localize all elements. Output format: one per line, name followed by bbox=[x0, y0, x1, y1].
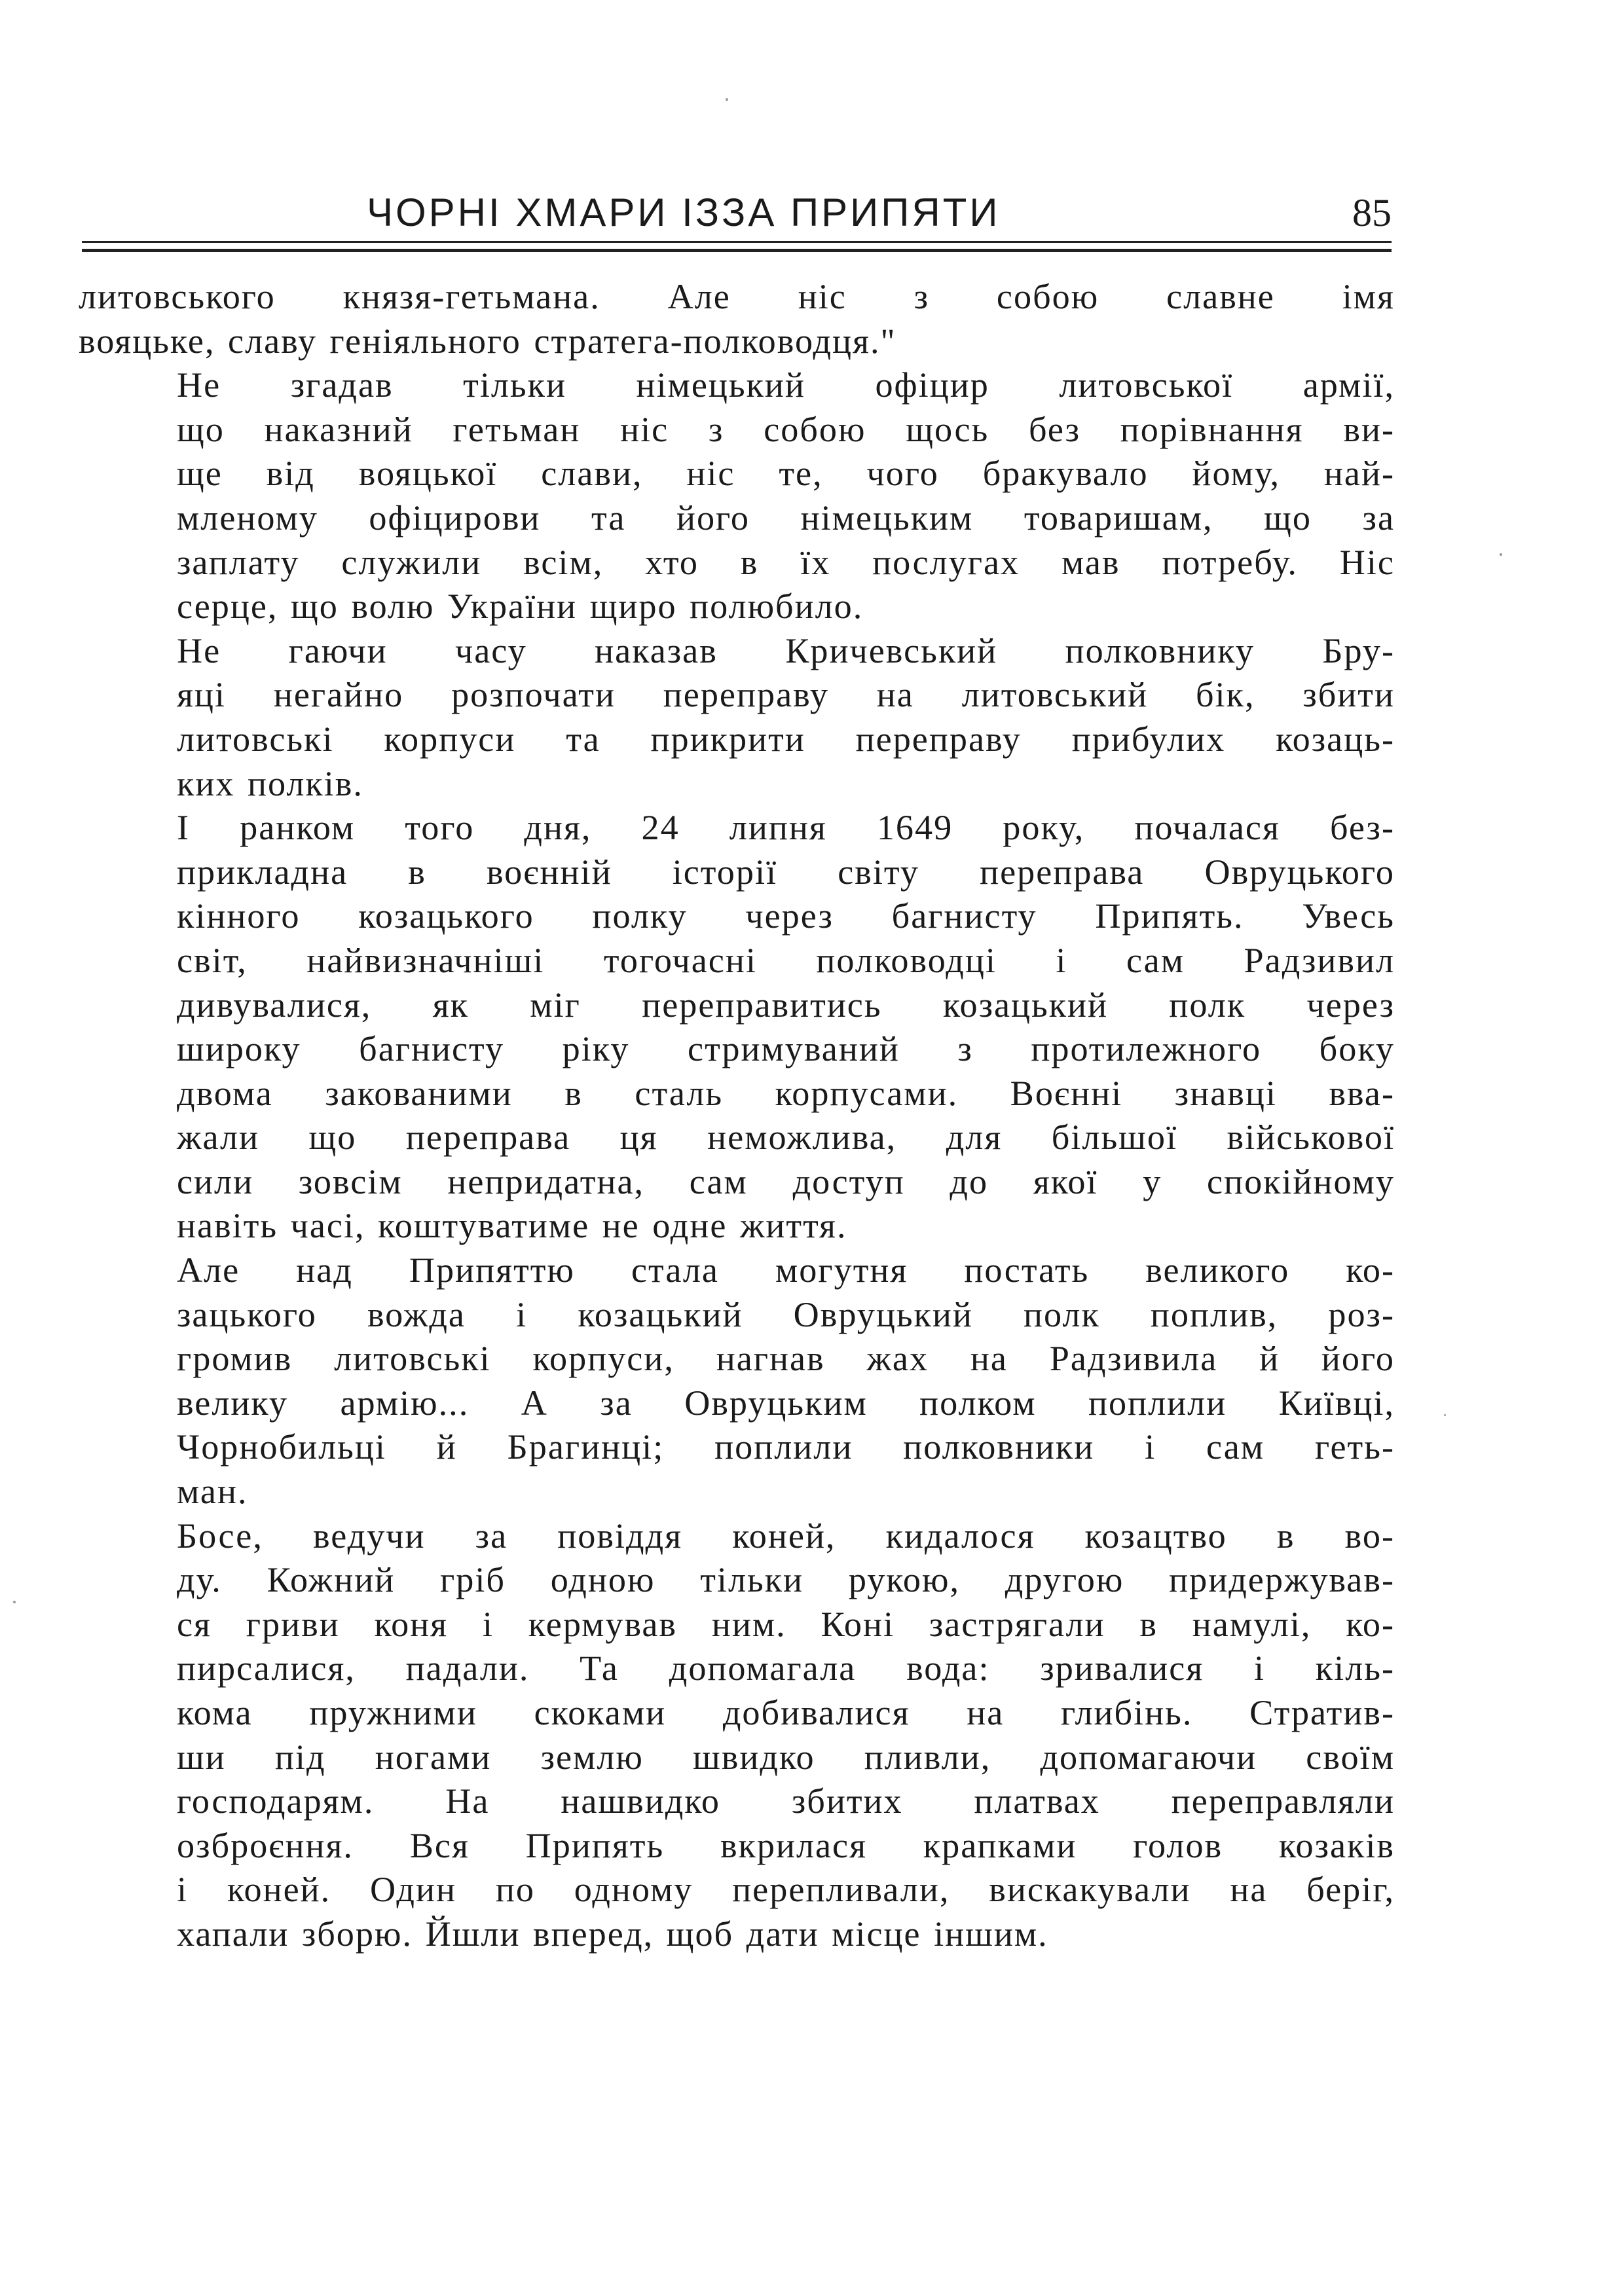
text-line: Але над Припяттю стала могутня постать великого ко- bbox=[177, 1250, 1395, 1290]
scan-speck bbox=[726, 98, 728, 101]
paragraph-3 bbox=[79, 629, 1395, 806]
text-line: ся гриви коня і кермував ним. Коні застрягали в намулі, ко- bbox=[177, 1604, 1395, 1644]
text-line: ще від вояцької слави, ніс те, чого бракувало йому, най- bbox=[177, 454, 1395, 494]
text-line: кома пружними скоками добивалися на глибінь. Стратив- bbox=[177, 1693, 1395, 1732]
text-line: яці негайно розпочати переправу на литовський бік, збити bbox=[177, 675, 1395, 715]
header-rule-thin bbox=[82, 241, 1392, 243]
paragraph-2 bbox=[79, 363, 1395, 629]
scan-speck bbox=[1444, 1414, 1446, 1416]
paragraph-1 bbox=[79, 275, 1395, 363]
text-line: жали що переправа ця неможлива, для більшої військової bbox=[177, 1118, 1395, 1157]
text-line: литовські корпуси та прикрити переправу прибулих козаць- bbox=[177, 719, 1395, 759]
running-title: ЧОРНІ ХМАРИ ІЗЗА ПРИПЯТИ bbox=[367, 191, 1001, 234]
text-line: мленому офіцирови та його німецьким товаришам, що за bbox=[177, 498, 1395, 538]
text-line: зацького вожда і козацький Овруцький полк поплив, роз- bbox=[177, 1294, 1395, 1334]
text-line: що наказний гетьман ніс з собою щось без порівнання ви- bbox=[177, 409, 1395, 449]
text-line: ши під ногами землю швидко пливли, допомагаючи своїм bbox=[177, 1737, 1395, 1777]
scan-speck bbox=[13, 1601, 16, 1603]
text-line: Чорнобильці й Брагинці; поплили полковники і сам геть- bbox=[177, 1427, 1395, 1467]
text-line: широку багнисту ріку стримуваний з протилежного боку bbox=[177, 1029, 1395, 1069]
text-line: дивувалися, як міг переправитись козацький полк через bbox=[177, 985, 1395, 1025]
text-line: Не гаючи часу наказав Кричевський полковнику Бру- bbox=[177, 630, 1395, 670]
text-line: двома закованими в сталь корпусами. Воєнні знавці вва- bbox=[177, 1073, 1395, 1113]
text-line: ду. Кожний гріб одною тільки рукою, другою придержував- bbox=[177, 1560, 1395, 1600]
text-line: озброєння. Вся Припять вкрилася крапками голов козаків bbox=[177, 1825, 1395, 1865]
text-line: господарям. На нашвидко збитих платвах переправляли bbox=[177, 1781, 1395, 1821]
text-line: кінного козацького полку через багнисту Припять. Увесь bbox=[177, 896, 1395, 936]
text-line: і коней. Один по одному перепливали, вискакували на беріг, bbox=[177, 1870, 1395, 1910]
text-line: заплату служили всім, хто в їх послугах мав потребу. Ніс bbox=[177, 542, 1395, 582]
text-line: сили зовсім непридатна, сам доступ до якої у спокійному bbox=[177, 1161, 1395, 1201]
page-number: 85 bbox=[1352, 191, 1392, 234]
text-line: прикладна в воєнній історії світу переправа Овруцького bbox=[177, 852, 1395, 892]
body-text bbox=[79, 275, 1395, 1957]
text-line: навіть часі, коштуватиме не одне життя. bbox=[177, 1206, 847, 1246]
text-line: вояцьке, славу геніяльного стратега-полководця." bbox=[79, 321, 896, 361]
text-line: хапали зборю. Йшли вперед, щоб дати місце іншим. bbox=[177, 1914, 1048, 1954]
text-line: ких полків. bbox=[177, 763, 363, 803]
paragraph-5 bbox=[79, 1248, 1395, 1514]
text-line: І ранком того дня, 24 липня 1649 року, почалася без- bbox=[177, 808, 1395, 848]
text-line: велику армію... А за Овруцьким полком поплили Київці, bbox=[177, 1383, 1395, 1423]
text-line: світ, найвизначніші тогочасні полководці і сам Радзивил bbox=[177, 940, 1395, 980]
text-line: литовського князя-гетьмана. Але ніс з собою славне імя bbox=[79, 277, 1395, 316]
header-rule-thick bbox=[82, 249, 1392, 252]
text-line: Не згадав тільки німецький офіцир литовської армії, bbox=[177, 365, 1395, 405]
text-line: пирсалися, падали. Та допомагала вода: зривалися і кіль- bbox=[177, 1649, 1395, 1688]
scan-speck bbox=[1500, 553, 1502, 556]
running-head bbox=[82, 187, 1392, 239]
paragraph-6 bbox=[79, 1514, 1395, 1957]
text-line: серце, що волю України щиро полюбило. bbox=[177, 587, 864, 627]
paragraph-4 bbox=[79, 806, 1395, 1248]
text-line: ман. bbox=[177, 1472, 248, 1512]
text-line: Босе, ведучи за повіддя коней, кидалося козацтво в во- bbox=[177, 1516, 1395, 1556]
text-line: громив литовські корпуси, нагнав жах на Радзивила й його bbox=[177, 1339, 1395, 1379]
